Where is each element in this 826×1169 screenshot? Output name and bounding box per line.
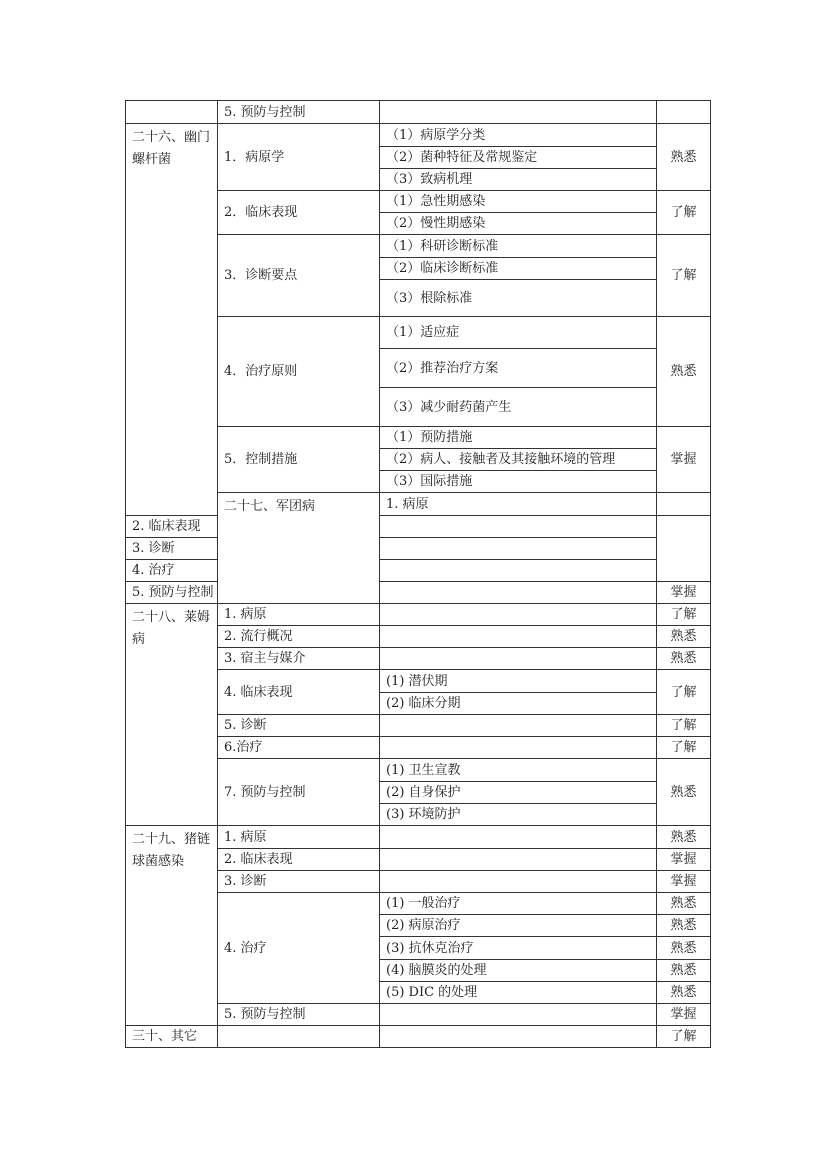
table-row bbox=[126, 101, 711, 124]
item-cell: 5. 预防与控制 bbox=[126, 582, 218, 604]
subitem-cell: （1）病原学分类 bbox=[380, 124, 657, 147]
level-cell: 了解 bbox=[657, 604, 711, 626]
level-cell: 掌握 bbox=[657, 849, 711, 871]
subitem-cell: (2) 自身保护 bbox=[380, 782, 657, 804]
table-row bbox=[126, 582, 711, 604]
item-cell bbox=[218, 1026, 380, 1048]
table-row bbox=[126, 516, 711, 538]
subitem-cell: (4) 脑膜炎的处理 bbox=[380, 960, 657, 982]
item-cell: 2．临床表现 bbox=[218, 191, 380, 235]
subitem-cell: （2）慢性期感染 bbox=[380, 213, 657, 235]
table-row bbox=[126, 1026, 711, 1048]
item-cell: 1．病原学 bbox=[218, 124, 380, 191]
level-cell: 熟悉 bbox=[657, 915, 711, 937]
subitem-cell bbox=[380, 826, 657, 849]
table-row bbox=[126, 538, 711, 560]
subitem-cell: (1) 潜伏期 bbox=[380, 670, 657, 693]
subitem-cell bbox=[380, 101, 657, 124]
item-cell: 5. 预防与控制 bbox=[218, 101, 380, 124]
level-cell: 熟悉 bbox=[657, 826, 711, 849]
item-cell: 6.治疗 bbox=[218, 737, 380, 759]
item-cell: 4．治疗原则 bbox=[218, 317, 380, 427]
subitem-cell bbox=[380, 871, 657, 893]
section-cell: 二十六、幽门螺杆菌 bbox=[126, 124, 218, 516]
item-cell: 1. 病原 bbox=[218, 826, 380, 849]
item-cell: 5. 诊断 bbox=[218, 715, 380, 737]
subitem-cell bbox=[380, 715, 657, 737]
subitem-cell: （3）致病机理 bbox=[380, 169, 657, 191]
subitem-cell bbox=[380, 626, 657, 648]
level-cell bbox=[657, 101, 711, 124]
section-cell: 二十七、军团病 bbox=[218, 493, 380, 604]
item-cell: 2. 临床表现 bbox=[126, 516, 218, 538]
item-cell: 4. 临床表现 bbox=[218, 670, 380, 715]
table-row bbox=[126, 124, 711, 147]
subitem-cell bbox=[380, 582, 657, 604]
item-cell: 2. 临床表现 bbox=[218, 849, 380, 871]
subitem-cell: （3）国际措施 bbox=[380, 471, 657, 493]
item-cell: 2. 流行概况 bbox=[218, 626, 380, 648]
level-cell: 掌握 bbox=[657, 1004, 711, 1026]
subitem-cell: （2）菌种特征及常规鉴定 bbox=[380, 147, 657, 169]
level-cell: 了解 bbox=[657, 1026, 711, 1048]
level-cell: 了解 bbox=[657, 737, 711, 759]
section-cell: 二十九、猪链球菌感染 bbox=[126, 826, 218, 1026]
subitem-cell: (1) 一般治疗 bbox=[380, 893, 657, 915]
subitem-cell bbox=[380, 737, 657, 759]
subitem-cell: （2）推荐治疗方案 bbox=[380, 349, 657, 388]
subitem-cell: (2) 临床分期 bbox=[380, 693, 657, 715]
level-cell: 熟悉 bbox=[657, 759, 711, 826]
level-cell: 熟悉 bbox=[657, 937, 711, 960]
item-cell: 3．诊断要点 bbox=[218, 235, 380, 317]
subitem-cell: (3) 环境防护 bbox=[380, 804, 657, 826]
subitem-cell: (2) 病原治疗 bbox=[380, 915, 657, 937]
level-cell: 熟悉 bbox=[657, 124, 711, 191]
item-cell: 3. 诊断 bbox=[218, 871, 380, 893]
level-cell: 了解 bbox=[657, 670, 711, 715]
table-row bbox=[126, 560, 711, 582]
table-row bbox=[126, 826, 711, 849]
subitem-cell: （1）适应症 bbox=[380, 317, 657, 349]
subitem-cell bbox=[380, 604, 657, 626]
section-cell: 三十、其它 bbox=[126, 1026, 218, 1048]
level-cell: 熟悉 bbox=[657, 893, 711, 915]
subitem-cell bbox=[380, 560, 657, 582]
level-cell: 了解 bbox=[657, 235, 711, 317]
subitem-cell: （2）病人、接触者及其接触环境的管理 bbox=[380, 449, 657, 471]
subitem-cell bbox=[657, 493, 711, 516]
level-cell: 熟悉 bbox=[657, 960, 711, 982]
subitem-cell: （1）预防措施 bbox=[380, 427, 657, 449]
section-cell bbox=[126, 101, 218, 124]
level-cell: 熟悉 bbox=[657, 648, 711, 670]
item-cell: 1. 病原 bbox=[380, 493, 657, 516]
level-cell: 掌握 bbox=[657, 427, 711, 493]
section-cell: 二十八、莱姆病 bbox=[126, 604, 218, 826]
subitem-cell: （3）减少耐药菌产生 bbox=[380, 388, 657, 427]
item-cell: 3. 诊断 bbox=[126, 538, 218, 560]
item-cell: 4. 治疗 bbox=[218, 893, 380, 1004]
subitem-cell bbox=[380, 516, 657, 538]
syllabus-table bbox=[125, 100, 711, 1048]
item-cell: 5．控制措施 bbox=[218, 427, 380, 493]
item-cell: 7. 预防与控制 bbox=[218, 759, 380, 826]
subitem-cell: (5) DIC 的处理 bbox=[380, 982, 657, 1004]
item-cell: 4. 治疗 bbox=[126, 560, 218, 582]
item-cell: 3. 宿主与媒介 bbox=[218, 648, 380, 670]
item-cell: 1. 病原 bbox=[218, 604, 380, 626]
subitem-cell: (1) 卫生宣教 bbox=[380, 759, 657, 782]
subitem-cell bbox=[380, 538, 657, 560]
item-cell: 5. 预防与控制 bbox=[218, 1004, 380, 1026]
subitem-cell bbox=[380, 1004, 657, 1026]
subitem-cell: （1）科研诊断标准 bbox=[380, 235, 657, 258]
table-row bbox=[126, 604, 711, 626]
level-cell: 熟悉 bbox=[657, 317, 711, 427]
level-cell: 掌握 bbox=[657, 871, 711, 893]
subitem-cell bbox=[380, 849, 657, 871]
level-cell: 了解 bbox=[657, 715, 711, 737]
subitem-cell: (3) 抗休克治疗 bbox=[380, 937, 657, 960]
level-cell: 掌握 bbox=[657, 582, 711, 604]
subitem-cell: （2）临床诊断标准 bbox=[380, 258, 657, 280]
level-cell: 了解 bbox=[657, 191, 711, 235]
level-cell: 熟悉 bbox=[657, 626, 711, 648]
subitem-cell: （1）急性期感染 bbox=[380, 191, 657, 213]
subitem-cell bbox=[380, 648, 657, 670]
subitem-cell bbox=[380, 1026, 657, 1048]
subitem-cell: （3）根除标准 bbox=[380, 280, 657, 317]
level-cell: 熟悉 bbox=[657, 982, 711, 1004]
